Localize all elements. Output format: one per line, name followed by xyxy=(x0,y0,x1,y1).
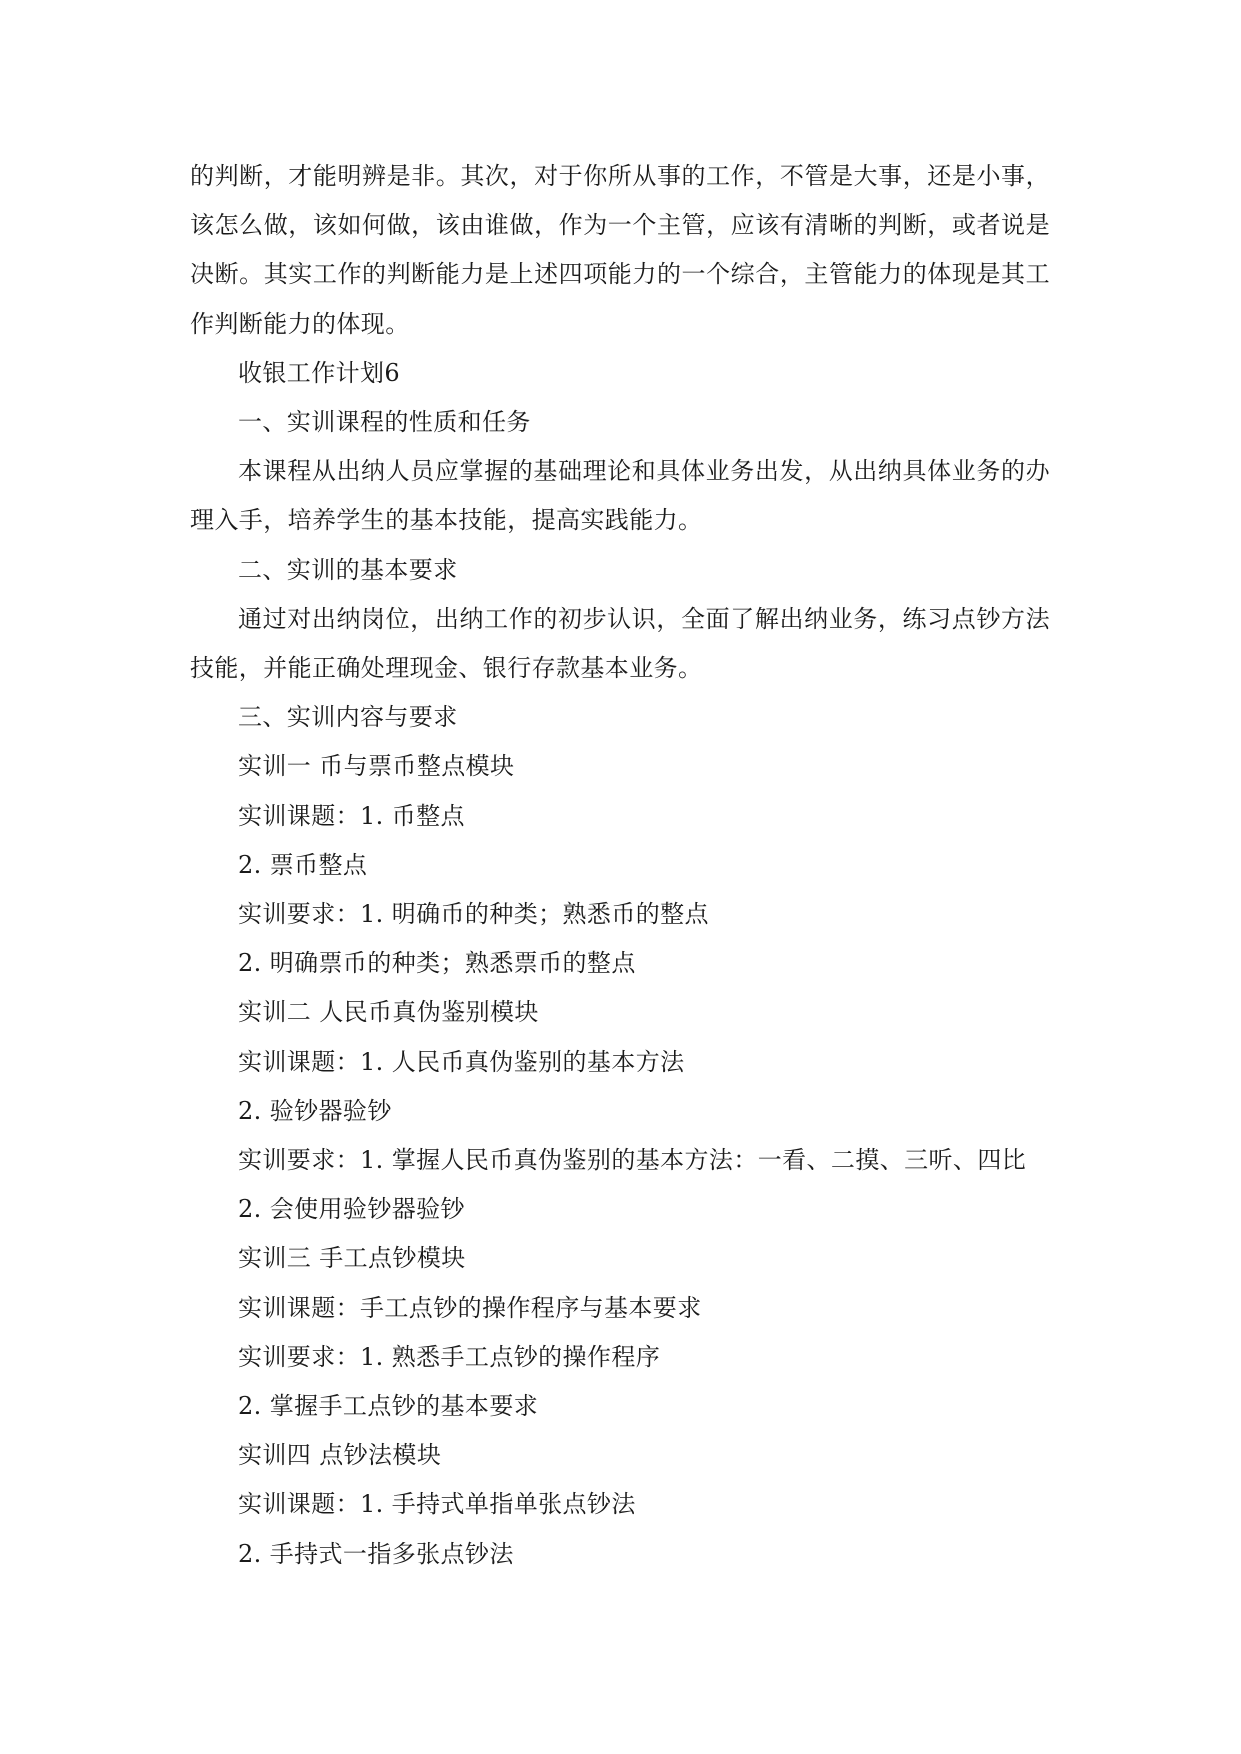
training-requirement-line: 2. 会使用验钞器验钞 xyxy=(238,1195,465,1224)
training-requirement-line: 2. 掌握手工点钞的基本要求 xyxy=(238,1392,539,1421)
paragraph-judgment-summary: 的判断，才能明辨是非。其次，对于你所从事的工作，不管是大事，还是小事，该怎么做，该如何做，该由谁做，作为一个主管，应该有清晰的判断，或者说是决断。其实工作的判断能力是上述四项能力的一个综合，主管能力的体现是其工作判断能力的体现。 xyxy=(190,162,1050,338)
training-requirement-line: 2. 明确票币的种类；熟悉票币的整点 xyxy=(238,949,636,978)
training-topic-line: 2. 票币整点 xyxy=(238,850,368,879)
training-requirement-line: 实训要求：1. 明确币的种类；熟悉币的整点 xyxy=(238,900,709,929)
heading-content-requirements: 三、实训内容与要求 xyxy=(238,703,458,732)
training-topic-line: 实训课题：1. 币整点 xyxy=(238,801,465,830)
training-module-4: 实训四 点钞法模块 xyxy=(238,1441,442,1470)
training-requirement-line: 实训要求：1. 熟悉手工点钞的操作程序 xyxy=(238,1342,661,1371)
training-topic-line: 2. 验钞器验钞 xyxy=(238,1096,392,1125)
document-body xyxy=(190,152,1050,1579)
heading-course-nature: 一、实训课程的性质和任务 xyxy=(238,408,531,437)
training-topic-line: 2. 手持式一指多张点钞法 xyxy=(238,1539,514,1568)
section-title-plan-6: 收银工作计划6 xyxy=(238,358,401,387)
training-topic-line: 实训课题：手工点钞的操作程序与基本要求 xyxy=(238,1293,702,1322)
training-module-3: 实训三 手工点钞模块 xyxy=(238,1244,466,1273)
training-module-2: 实训二 人民币真伪鉴别模块 xyxy=(238,998,539,1027)
paragraph-basic-requirements: 通过对出纳岗位，出纳工作的初步认识，全面了解出纳业务，练习点钞方法技能，并能正确处理现金、银行存款基本业务。 xyxy=(190,604,1050,683)
heading-basic-requirements: 二、实训的基本要求 xyxy=(238,555,458,584)
training-topic-line: 实训课题：1. 人民币真伪鉴别的基本方法 xyxy=(238,1047,685,1076)
training-requirement-line: 实训要求：1. 掌握人民币真伪鉴别的基本方法：一看、二摸、三听、四比 xyxy=(238,1146,1027,1175)
training-topic-line: 实训课题：1. 手持式单指单张点钞法 xyxy=(238,1490,636,1519)
training-module-1: 实训一 币与票币整点模块 xyxy=(238,752,515,781)
paragraph-course-nature: 本课程从出纳人员应掌握的基础理论和具体业务出发，从出纳具体业务的办理入手，培养学生的基本技能，提高实践能力。 xyxy=(190,457,1050,535)
